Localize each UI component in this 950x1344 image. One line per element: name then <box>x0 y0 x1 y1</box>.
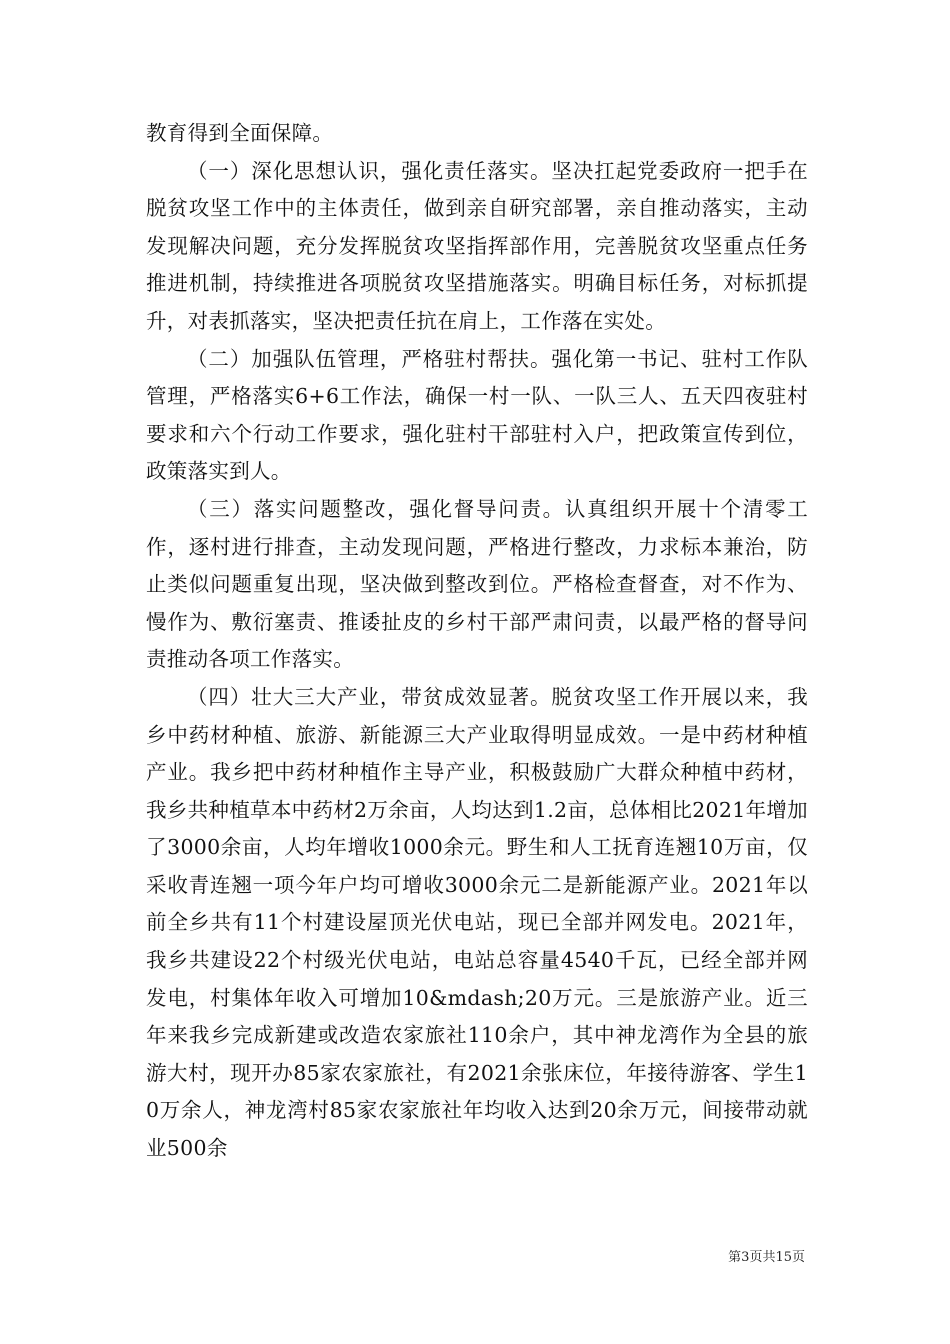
paragraph-section-1: （一）深化思想认识，强化责任落实。坚决扛起党委政府一把手在脱贫攻坚工作中的主体责任，做到亲自研究部署，亲自推动落实，主动发现解决问题，充分发挥脱贫攻坚指挥部作用，完善脱贫攻坚重点任务推进机制，持续推进各项脱贫攻坚措施落实。明确目标任务，对标抓提升，对表抓落实，坚决把责任抗在肩上，工作落在实处。 <box>146 158 808 333</box>
paragraph-section-2: （二）加强队伍管理，严格驻村帮扶。强化第一书记、驻村工作队管理，严格落实6+6工作法，确保一村一队、一队三人、五天四夜驻村要求和六个行动工作要求，强化驻村干部驻村入户，把政策宣传到位，政策落实到人。 <box>146 346 808 484</box>
paragraph-section-3: （三）落实问题整改，强化督导问责。认真组织开展十个清零工作，逐村进行排查，主动发现问题，严格进行整改，力求标本兼治，防止类似问题重复出现，坚决做到整改到位。严格检查督查，对不作为、慢作为、敷衍塞责、推诿扯皮的乡村干部严肃问责，以最严格的督导问责推动各项工作落实。 <box>146 496 808 672</box>
page-number-footer: 第3页共15页 <box>728 1250 805 1265</box>
paragraph-section-4: （四）壮大三大产业，带贫成效显著。脱贫攻坚工作开展以来，我乡中药材种植、旅游、新能源三大产业取得明显成效。一是中药材种植产业。我乡把中药材种植作主导产业，积极鼓励广大群众种植中药材，我乡共种植草本中药材2万余亩，人均达到1.2亩，总体相比2021年增加了3000余亩，人均年增收1000余元。野生和人工抚育连翘10万亩，仅采收青连翘一项今年户均可增收3000余元二是新能源产业。2021年以前全乡共有11个村建设屋顶光伏电站，现已全部并网发电。2021年，我乡共建设22个村级光伏电站，电站总容量4540千瓦，已经全部并网发电，村集体年收入可增加10&mdash;20万元。三是旅游产业。近三年来我乡完成新建或改造农家旅社110余户，其中神龙湾作为全县的旅游大村，现开办85家农家旅社，有2021余张床位，年接待游客、学生10万余人，神龙湾村85家农家旅社年均收入达到20余万元，间接带动就业500余 <box>146 684 808 1161</box>
paragraph-continuation: 教育得到全面保障。 <box>146 121 334 145</box>
document-body <box>146 115 808 1168</box>
